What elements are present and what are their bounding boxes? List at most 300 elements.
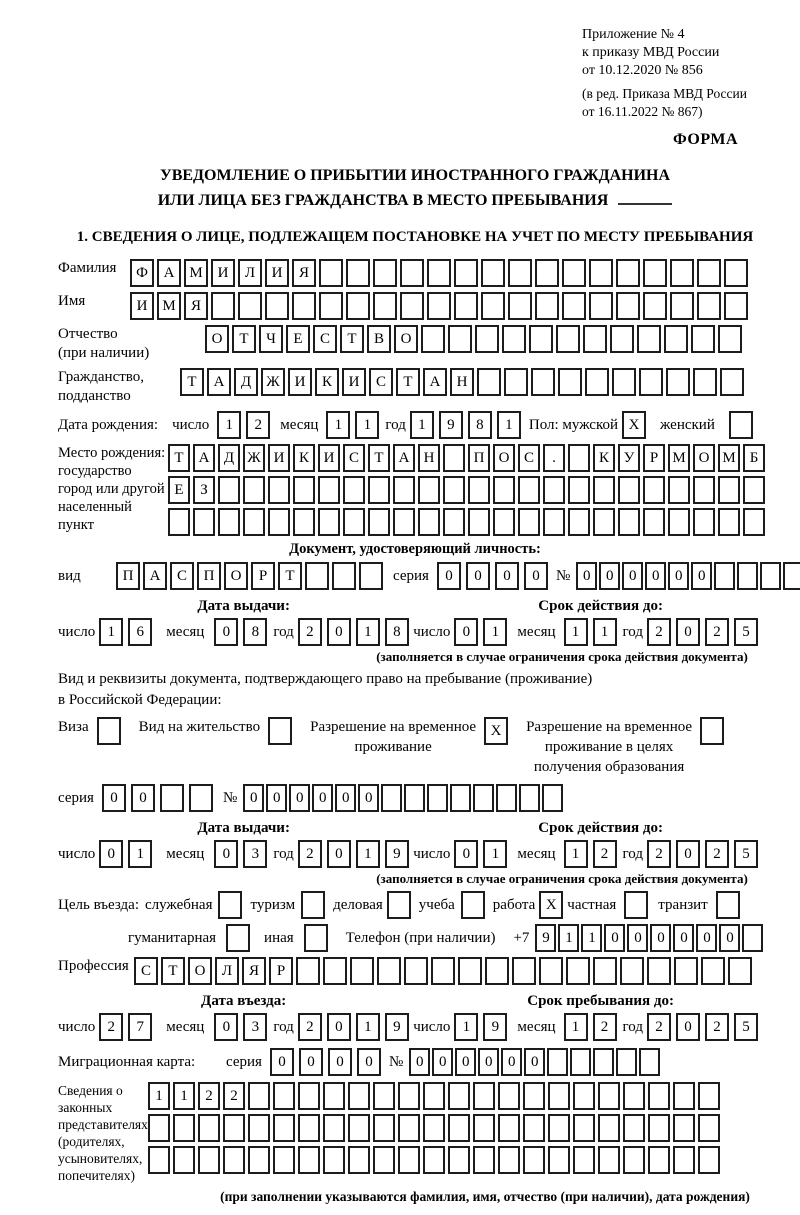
form-cell[interactable]	[556, 325, 580, 353]
form-cell[interactable]	[498, 1082, 520, 1110]
form-cell[interactable]: 0	[312, 784, 333, 812]
form-cell[interactable]	[148, 1114, 170, 1142]
form-cell[interactable]: Я	[242, 957, 266, 985]
form-cell[interactable]	[443, 476, 465, 504]
form-cell[interactable]	[623, 1146, 645, 1174]
form-cell[interactable]: Я	[184, 292, 208, 320]
form-cell[interactable]	[348, 1146, 370, 1174]
form-cell[interactable]	[418, 508, 440, 536]
form-cell[interactable]: 9	[483, 1013, 507, 1041]
form-cell[interactable]: Ж	[261, 368, 285, 396]
form-cell[interactable]: 0	[604, 924, 625, 952]
residence-permit-checkbox[interactable]	[268, 717, 292, 745]
purpose-humanitarian-checkbox[interactable]	[226, 924, 250, 952]
form-cell[interactable]	[319, 259, 343, 287]
form-cell[interactable]: 0	[599, 562, 620, 590]
form-cell[interactable]: И	[268, 444, 290, 472]
form-cell[interactable]	[547, 1048, 568, 1076]
form-cell[interactable]	[248, 1082, 270, 1110]
form-cell[interactable]: 5	[734, 618, 758, 646]
form-cell[interactable]	[423, 1082, 445, 1110]
form-cell[interactable]	[393, 476, 415, 504]
form-cell[interactable]: 2	[246, 411, 270, 439]
form-cell[interactable]: С	[369, 368, 393, 396]
form-cell[interactable]: 1	[99, 618, 123, 646]
form-cell[interactable]	[573, 1114, 595, 1142]
form-cell[interactable]: 2	[705, 618, 729, 646]
form-cell[interactable]	[701, 957, 725, 985]
form-cell[interactable]: 0	[327, 1013, 351, 1041]
form-cell[interactable]	[268, 508, 290, 536]
form-cell[interactable]: 0	[270, 1048, 294, 1076]
form-cell[interactable]	[198, 1114, 220, 1142]
form-cell[interactable]	[238, 292, 262, 320]
form-cell[interactable]	[673, 1082, 695, 1110]
form-cell[interactable]	[481, 292, 505, 320]
form-cell[interactable]	[368, 508, 390, 536]
form-cell[interactable]: 0	[99, 840, 123, 868]
form-cell[interactable]	[620, 957, 644, 985]
form-cell[interactable]	[664, 325, 688, 353]
form-cell[interactable]	[568, 476, 590, 504]
form-cell[interactable]	[373, 1082, 395, 1110]
form-cell[interactable]: 2	[99, 1013, 123, 1041]
form-cell[interactable]: 2	[705, 840, 729, 868]
form-cell[interactable]	[673, 1146, 695, 1174]
form-cell[interactable]	[473, 1114, 495, 1142]
form-cell[interactable]	[243, 508, 265, 536]
form-cell[interactable]: К	[293, 444, 315, 472]
form-cell[interactable]	[616, 1048, 637, 1076]
temp-residence-checkbox[interactable]: X	[484, 717, 508, 745]
form-cell[interactable]: 2	[593, 1013, 617, 1041]
form-cell[interactable]: А	[423, 368, 447, 396]
form-cell[interactable]	[502, 325, 526, 353]
form-cell[interactable]: О	[205, 325, 229, 353]
purpose-transit-checkbox[interactable]	[716, 891, 740, 919]
form-cell[interactable]: О	[224, 562, 248, 590]
form-cell[interactable]: М	[184, 259, 208, 287]
form-cell[interactable]	[273, 1114, 295, 1142]
form-cell[interactable]	[248, 1114, 270, 1142]
form-cell[interactable]	[427, 784, 448, 812]
form-cell[interactable]: К	[315, 368, 339, 396]
form-cell[interactable]: Р	[269, 957, 293, 985]
form-cell[interactable]: 0	[214, 618, 238, 646]
form-cell[interactable]: 1	[410, 411, 434, 439]
form-cell[interactable]	[398, 1082, 420, 1110]
form-cell[interactable]	[273, 1146, 295, 1174]
form-cell[interactable]	[593, 957, 617, 985]
form-cell[interactable]: 0	[576, 562, 597, 590]
form-cell[interactable]	[173, 1146, 195, 1174]
form-cell[interactable]	[566, 957, 590, 985]
form-cell[interactable]: 1	[128, 840, 152, 868]
purpose-work-checkbox[interactable]: X	[539, 891, 563, 919]
form-cell[interactable]	[593, 1048, 614, 1076]
form-cell[interactable]: Т	[168, 444, 190, 472]
form-cell[interactable]	[585, 368, 609, 396]
form-cell[interactable]	[668, 476, 690, 504]
form-cell[interactable]	[450, 784, 471, 812]
form-cell[interactable]	[373, 259, 397, 287]
form-cell[interactable]: 2	[705, 1013, 729, 1041]
form-cell[interactable]	[346, 292, 370, 320]
form-cell[interactable]	[198, 1146, 220, 1174]
form-cell[interactable]	[454, 292, 478, 320]
form-cell[interactable]	[292, 292, 316, 320]
form-cell[interactable]: 1	[326, 411, 350, 439]
form-cell[interactable]: 1	[356, 618, 380, 646]
form-cell[interactable]	[218, 508, 240, 536]
form-cell[interactable]: 0	[466, 562, 490, 590]
form-cell[interactable]: М	[668, 444, 690, 472]
form-cell[interactable]	[418, 476, 440, 504]
purpose-private-checkbox[interactable]	[624, 891, 648, 919]
form-cell[interactable]	[573, 1082, 595, 1110]
form-cell[interactable]: О	[188, 957, 212, 985]
form-cell[interactable]: А	[157, 259, 181, 287]
form-cell[interactable]	[223, 1114, 245, 1142]
form-cell[interactable]	[427, 259, 451, 287]
form-cell[interactable]: Р	[251, 562, 275, 590]
form-cell[interactable]	[623, 1082, 645, 1110]
form-cell[interactable]: 0	[627, 924, 648, 952]
form-cell[interactable]	[393, 508, 415, 536]
form-cell[interactable]: Т	[278, 562, 302, 590]
form-cell[interactable]	[714, 562, 735, 590]
form-cell[interactable]	[508, 259, 532, 287]
form-cell[interactable]	[737, 562, 758, 590]
form-cell[interactable]	[485, 957, 509, 985]
form-cell[interactable]	[783, 562, 800, 590]
form-cell[interactable]	[468, 508, 490, 536]
form-cell[interactable]	[268, 476, 290, 504]
form-cell[interactable]: 0	[524, 562, 548, 590]
form-cell[interactable]	[724, 259, 748, 287]
form-cell[interactable]: 0	[289, 784, 310, 812]
form-cell[interactable]	[743, 508, 765, 536]
form-cell[interactable]	[332, 562, 356, 590]
form-cell[interactable]: 1	[593, 618, 617, 646]
form-cell[interactable]	[637, 325, 661, 353]
form-cell[interactable]: К	[593, 444, 615, 472]
form-cell[interactable]	[168, 508, 190, 536]
form-cell[interactable]	[481, 259, 505, 287]
purpose-tourism-checkbox[interactable]	[301, 891, 325, 919]
form-cell[interactable]	[475, 325, 499, 353]
form-cell[interactable]: 8	[243, 618, 267, 646]
form-cell[interactable]	[529, 325, 553, 353]
form-cell[interactable]	[350, 957, 374, 985]
form-cell[interactable]: 0	[454, 840, 478, 868]
form-cell[interactable]: Р	[643, 444, 665, 472]
form-cell[interactable]: А	[393, 444, 415, 472]
form-cell[interactable]: 2	[647, 1013, 671, 1041]
form-cell[interactable]	[404, 957, 428, 985]
form-cell[interactable]	[562, 259, 586, 287]
form-cell[interactable]	[454, 259, 478, 287]
form-cell[interactable]: А	[143, 562, 167, 590]
form-cell[interactable]: 2	[298, 840, 322, 868]
form-cell[interactable]	[348, 1114, 370, 1142]
form-cell[interactable]	[548, 1146, 570, 1174]
form-cell[interactable]	[373, 1114, 395, 1142]
form-cell[interactable]: Д	[234, 368, 258, 396]
form-cell[interactable]	[423, 1114, 445, 1142]
form-cell[interactable]	[612, 368, 636, 396]
form-cell[interactable]	[343, 508, 365, 536]
visa-checkbox[interactable]	[97, 717, 121, 745]
form-cell[interactable]	[498, 1114, 520, 1142]
form-cell[interactable]	[223, 1146, 245, 1174]
sex-female-checkbox[interactable]	[729, 411, 753, 439]
form-cell[interactable]	[398, 1114, 420, 1142]
form-cell[interactable]	[298, 1146, 320, 1174]
form-cell[interactable]: Л	[238, 259, 262, 287]
form-cell[interactable]: З	[193, 476, 215, 504]
form-cell[interactable]	[673, 1114, 695, 1142]
form-cell[interactable]: 1	[173, 1082, 195, 1110]
form-cell[interactable]	[421, 325, 445, 353]
form-cell[interactable]	[431, 957, 455, 985]
form-cell[interactable]: 0	[358, 784, 379, 812]
form-cell[interactable]: 0	[214, 1013, 238, 1041]
form-cell[interactable]	[318, 508, 340, 536]
form-cell[interactable]: И	[265, 259, 289, 287]
form-cell[interactable]	[243, 476, 265, 504]
form-cell[interactable]: 0	[409, 1048, 430, 1076]
form-cell[interactable]	[618, 476, 640, 504]
form-cell[interactable]	[643, 476, 665, 504]
form-cell[interactable]: 0	[327, 618, 351, 646]
form-cell[interactable]	[343, 476, 365, 504]
form-cell[interactable]	[427, 292, 451, 320]
form-cell[interactable]: П	[468, 444, 490, 472]
form-cell[interactable]	[523, 1082, 545, 1110]
form-cell[interactable]: И	[288, 368, 312, 396]
form-cell[interactable]: С	[343, 444, 365, 472]
form-cell[interactable]	[323, 957, 347, 985]
form-cell[interactable]: 8	[385, 618, 409, 646]
form-cell[interactable]	[643, 259, 667, 287]
form-cell[interactable]	[359, 562, 383, 590]
form-cell[interactable]	[493, 508, 515, 536]
form-cell[interactable]	[760, 562, 781, 590]
form-cell[interactable]: Т	[396, 368, 420, 396]
form-cell[interactable]: 1	[564, 1013, 588, 1041]
form-cell[interactable]: 5	[734, 840, 758, 868]
form-cell[interactable]: Ф	[130, 259, 154, 287]
form-cell[interactable]	[598, 1146, 620, 1174]
purpose-other-checkbox[interactable]	[304, 924, 328, 952]
form-cell[interactable]	[598, 1082, 620, 1110]
form-cell[interactable]	[623, 1114, 645, 1142]
form-cell[interactable]: 1	[483, 618, 507, 646]
form-cell[interactable]	[319, 292, 343, 320]
form-cell[interactable]: Т	[340, 325, 364, 353]
form-cell[interactable]	[448, 1082, 470, 1110]
form-cell[interactable]: 0	[668, 562, 689, 590]
form-cell[interactable]: 1	[483, 840, 507, 868]
form-cell[interactable]	[148, 1146, 170, 1174]
form-cell[interactable]: 0	[676, 840, 700, 868]
form-cell[interactable]: 7	[128, 1013, 152, 1041]
form-cell[interactable]	[448, 1114, 470, 1142]
form-cell[interactable]: 0	[454, 618, 478, 646]
form-cell[interactable]: О	[394, 325, 418, 353]
form-cell[interactable]	[523, 1114, 545, 1142]
form-cell[interactable]: 1	[148, 1082, 170, 1110]
form-cell[interactable]: С	[313, 325, 337, 353]
form-cell[interactable]: Ж	[243, 444, 265, 472]
form-cell[interactable]	[593, 476, 615, 504]
form-cell[interactable]: 2	[298, 618, 322, 646]
form-cell[interactable]: И	[211, 259, 235, 287]
form-cell[interactable]: 2	[647, 840, 671, 868]
form-cell[interactable]: 0	[673, 924, 694, 952]
form-cell[interactable]	[583, 325, 607, 353]
form-cell[interactable]	[720, 368, 744, 396]
form-cell[interactable]: 1	[356, 1013, 380, 1041]
form-cell[interactable]: С	[170, 562, 194, 590]
form-cell[interactable]	[616, 259, 640, 287]
form-cell[interactable]: 0	[495, 562, 519, 590]
form-cell[interactable]: О	[693, 444, 715, 472]
form-cell[interactable]: 0	[102, 784, 126, 812]
form-cell[interactable]	[160, 784, 184, 812]
form-cell[interactable]	[504, 368, 528, 396]
form-cell[interactable]: Б	[743, 444, 765, 472]
form-cell[interactable]: 1	[454, 1013, 478, 1041]
form-cell[interactable]	[693, 508, 715, 536]
form-cell[interactable]	[458, 957, 482, 985]
form-cell[interactable]: 1	[497, 411, 521, 439]
form-cell[interactable]	[473, 1082, 495, 1110]
form-cell[interactable]	[323, 1082, 345, 1110]
form-cell[interactable]	[568, 444, 590, 472]
form-cell[interactable]: Т	[232, 325, 256, 353]
form-cell[interactable]: П	[197, 562, 221, 590]
form-cell[interactable]	[531, 368, 555, 396]
form-cell[interactable]	[728, 957, 752, 985]
form-cell[interactable]: Т	[368, 444, 390, 472]
form-cell[interactable]: 0	[432, 1048, 453, 1076]
form-cell[interactable]: И	[130, 292, 154, 320]
form-cell[interactable]: 2	[298, 1013, 322, 1041]
form-cell[interactable]: О	[493, 444, 515, 472]
form-cell[interactable]	[535, 259, 559, 287]
form-cell[interactable]	[508, 292, 532, 320]
form-cell[interactable]	[512, 957, 536, 985]
form-cell[interactable]	[618, 508, 640, 536]
form-cell[interactable]	[742, 924, 763, 952]
form-cell[interactable]: 0	[524, 1048, 545, 1076]
form-cell[interactable]	[477, 368, 501, 396]
form-cell[interactable]	[568, 508, 590, 536]
form-cell[interactable]	[542, 784, 563, 812]
form-cell[interactable]: В	[367, 325, 391, 353]
form-cell[interactable]	[697, 259, 721, 287]
form-cell[interactable]: 0	[676, 1013, 700, 1041]
form-cell[interactable]	[648, 1082, 670, 1110]
form-cell[interactable]: 0	[622, 562, 643, 590]
form-cell[interactable]: У	[618, 444, 640, 472]
form-cell[interactable]	[448, 325, 472, 353]
form-cell[interactable]: 5	[734, 1013, 758, 1041]
form-cell[interactable]	[211, 292, 235, 320]
form-cell[interactable]: М	[157, 292, 181, 320]
form-cell[interactable]	[718, 508, 740, 536]
form-cell[interactable]: 0	[214, 840, 238, 868]
form-cell[interactable]	[173, 1114, 195, 1142]
form-cell[interactable]	[193, 508, 215, 536]
form-cell[interactable]: 0	[266, 784, 287, 812]
form-cell[interactable]	[273, 1082, 295, 1110]
form-cell[interactable]	[693, 476, 715, 504]
form-cell[interactable]: 1	[356, 840, 380, 868]
form-cell[interactable]	[265, 292, 289, 320]
form-cell[interactable]	[698, 1146, 720, 1174]
form-cell[interactable]	[724, 292, 748, 320]
form-cell[interactable]	[296, 957, 320, 985]
form-cell[interactable]	[498, 1146, 520, 1174]
form-cell[interactable]: Т	[180, 368, 204, 396]
form-cell[interactable]	[398, 1146, 420, 1174]
form-cell[interactable]	[400, 292, 424, 320]
purpose-study-checkbox[interactable]	[461, 891, 485, 919]
form-cell[interactable]: 2	[223, 1082, 245, 1110]
form-cell[interactable]	[448, 1146, 470, 1174]
form-cell[interactable]	[666, 368, 690, 396]
form-cell[interactable]: 0	[696, 924, 717, 952]
form-cell[interactable]: Ч	[259, 325, 283, 353]
form-cell[interactable]	[718, 476, 740, 504]
form-cell[interactable]: 9	[535, 924, 556, 952]
form-cell[interactable]	[698, 1082, 720, 1110]
form-cell[interactable]	[648, 1146, 670, 1174]
form-cell[interactable]	[518, 508, 540, 536]
form-cell[interactable]	[670, 292, 694, 320]
form-cell[interactable]: 0	[719, 924, 740, 952]
form-cell[interactable]: 0	[299, 1048, 323, 1076]
form-cell[interactable]	[539, 957, 563, 985]
form-cell[interactable]	[639, 368, 663, 396]
form-cell[interactable]: 3	[243, 840, 267, 868]
form-cell[interactable]: 0	[335, 784, 356, 812]
form-cell[interactable]	[346, 259, 370, 287]
form-cell[interactable]: 0	[327, 840, 351, 868]
form-cell[interactable]	[548, 1082, 570, 1110]
form-cell[interactable]	[298, 1114, 320, 1142]
form-cell[interactable]	[616, 292, 640, 320]
form-cell[interactable]: 0	[455, 1048, 476, 1076]
form-cell[interactable]: 0	[437, 562, 461, 590]
form-cell[interactable]: Я	[292, 259, 316, 287]
form-cell[interactable]	[610, 325, 634, 353]
form-cell[interactable]	[697, 292, 721, 320]
form-cell[interactable]: 1	[581, 924, 602, 952]
form-cell[interactable]	[189, 784, 213, 812]
form-cell[interactable]	[543, 508, 565, 536]
form-cell[interactable]	[691, 325, 715, 353]
form-cell[interactable]: 0	[131, 784, 155, 812]
form-cell[interactable]	[647, 957, 671, 985]
form-cell[interactable]: А	[193, 444, 215, 472]
form-cell[interactable]	[381, 784, 402, 812]
form-cell[interactable]: 1	[558, 924, 579, 952]
form-cell[interactable]	[248, 1146, 270, 1174]
